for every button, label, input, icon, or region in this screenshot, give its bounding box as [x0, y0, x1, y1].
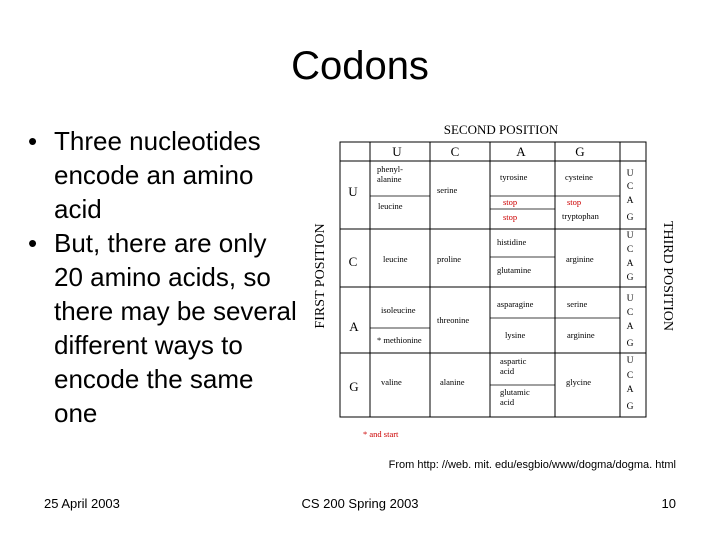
amino-acid-cell: valine — [381, 377, 402, 387]
third-base: A — [626, 385, 634, 395]
third-base: C — [626, 371, 634, 381]
amino-acid-cell: proline — [437, 254, 462, 264]
third-base: A — [626, 259, 634, 269]
second-base: C — [450, 144, 460, 159]
amino-acid-cell: isoleucine — [381, 305, 416, 315]
first-base: A — [349, 319, 359, 334]
amino-acid-cell — [500, 356, 527, 376]
first-base: C — [348, 254, 358, 269]
third-base: A — [626, 196, 634, 206]
table-footnote: * and start — [363, 429, 399, 439]
footer-course: CS 200 Spring 2003 — [301, 496, 419, 511]
amino-acid-cell: arginine — [566, 254, 594, 264]
footer-page-number: 10 — [661, 496, 676, 511]
third-base: C — [626, 308, 634, 318]
second-position-label: SECOND POSITION — [443, 122, 559, 137]
amino-acid-cell: tyrosine — [500, 172, 528, 182]
second-base: U — [392, 144, 402, 159]
bullet-item: • Three nucleotides encode an amino acid — [28, 124, 298, 226]
amino-acid-cell: serine — [567, 299, 588, 309]
first-position-label: FIRST POSITION — [313, 223, 328, 329]
amino-acid-cell: asparagine — [497, 299, 534, 309]
third-base: U — [626, 356, 634, 366]
amino-acid-cell: serine — [437, 185, 458, 195]
third-base: U — [626, 231, 634, 241]
amino-acid-cell-line: acid — [500, 366, 515, 376]
stop-codon-cell: stop — [567, 197, 582, 207]
amino-acid-cell: * methionine — [377, 335, 422, 345]
third-base: G — [626, 213, 634, 223]
amino-acid-cell — [377, 164, 403, 184]
amino-acid-cell-line: alanine — [377, 174, 402, 184]
amino-acid-cell-line: phenyl- — [377, 164, 403, 174]
second-base: A — [516, 144, 526, 159]
amino-acid-cell: arginine — [567, 330, 595, 340]
first-base: G — [349, 379, 359, 394]
third-base: G — [626, 339, 634, 349]
third-base: G — [626, 273, 634, 283]
amino-acid-cell-line: glutamic — [500, 387, 530, 397]
stop-codon-cell: stop — [503, 212, 518, 222]
amino-acid-cell: alanine — [440, 377, 465, 387]
amino-acid-cell: cysteine — [565, 172, 593, 182]
stop-codon-cell: stop — [503, 197, 518, 207]
third-base: G — [626, 402, 634, 412]
third-base: U — [626, 169, 634, 179]
amino-acid-cell: histidine — [497, 237, 527, 247]
footer-date: 25 April 2003 — [44, 496, 120, 511]
amino-acid-cell — [500, 387, 530, 407]
amino-acid-cell: threonine — [437, 315, 470, 325]
amino-acid-cell: tryptophan — [562, 211, 599, 221]
bullet-item: • But, there are only 20 amino acids, so there may be several different ways to encode the same one — [28, 226, 298, 430]
amino-acid-cell: glycine — [566, 377, 592, 387]
amino-acid-cell: glutamine — [497, 265, 531, 275]
amino-acid-cell-line: aspartic — [500, 356, 527, 366]
third-position-label: THIRD POSITION — [660, 220, 675, 332]
amino-acid-cell: leucine — [383, 254, 408, 264]
amino-acid-cell-line: acid — [500, 397, 515, 407]
slide-title: Codons — [291, 44, 429, 88]
third-base: C — [626, 245, 634, 255]
second-base: G — [575, 144, 585, 159]
third-base: U — [626, 294, 634, 304]
amino-acid-cell: lysine — [505, 330, 526, 340]
third-base: C — [626, 182, 634, 192]
amino-acid-cell: leucine — [378, 201, 403, 211]
source-citation: From http: //web. mit. edu/esgbio/www/dogma/dogma. html — [388, 459, 676, 471]
first-base: U — [348, 184, 358, 199]
third-base: A — [626, 322, 634, 332]
